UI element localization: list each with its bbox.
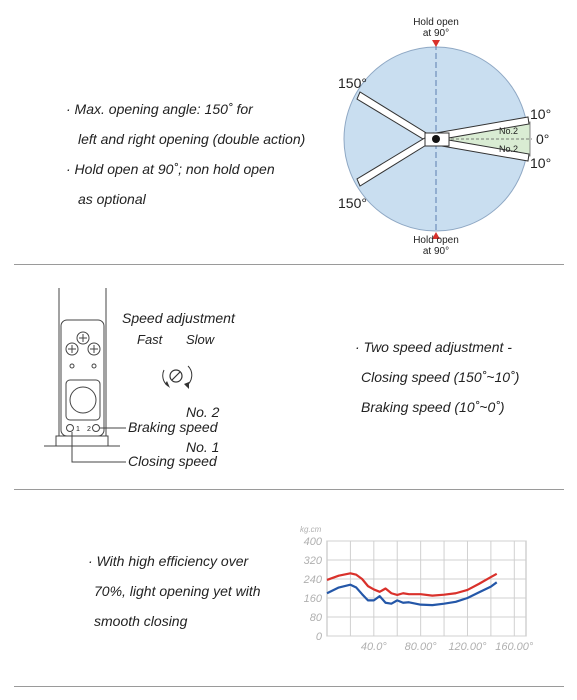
chart-x-tick-label: 160.00°: [495, 641, 534, 653]
rotate-left-arrowhead: [165, 381, 170, 388]
section-divider-1: [14, 264, 564, 265]
section-efficiency: [0, 491, 577, 700]
bullet-efficiency-line1: · With high efficiency over: [88, 553, 249, 569]
speed-adjustment-text: [355, 332, 519, 422]
opening-angle-diagram: [0, 0, 577, 262]
valve-1-icon: [67, 425, 74, 432]
valve-2-label: 2: [87, 426, 91, 433]
braking-speed-label: Braking speed: [128, 419, 218, 435]
slow-label: Slow: [186, 332, 215, 347]
hold-open-top-marker-icon: [432, 40, 440, 47]
no2-top-label: No.2: [499, 126, 519, 136]
bullet-hold-open-line1: · Hold open at 90˚; non hold open: [66, 161, 275, 177]
fast-label: Fast: [137, 332, 163, 347]
valve-1-label: 1: [76, 426, 80, 433]
angle-150-top-label: 150°: [338, 75, 367, 91]
no2-label: No. 2: [186, 404, 220, 420]
section-speed-adjustment: [0, 266, 577, 488]
chart-y-tick-label: 400: [303, 536, 322, 548]
chart-x-tick-label: 40.0°: [360, 641, 387, 653]
base-plate: [56, 436, 108, 446]
angle-150-bottom-label: 150°: [338, 195, 367, 211]
dot-right-icon: [92, 364, 96, 368]
chart-y-tick-label: 160: [303, 593, 322, 605]
section-divider-2: [14, 489, 564, 490]
dot-left-icon: [70, 364, 74, 368]
speed-adjustment-label: Speed adjustment: [122, 310, 235, 326]
angle-10-top-label: 10°: [530, 106, 552, 122]
chart-y-tick-label: 240: [303, 574, 322, 586]
chart-x-tick-label: 120.00°: [448, 641, 487, 653]
valve-2-icon: [93, 425, 100, 432]
chart-y-tick-label: 320: [303, 555, 322, 567]
section-divider-3: [14, 686, 564, 687]
bullet-max-angle-line2: left and right opening (double action): [78, 131, 306, 147]
bullet-hold-open-line2: as optional: [78, 191, 146, 207]
bullet-max-angle-line1: · Max. opening angle: 150˚ for: [66, 101, 253, 117]
chart-y-axis-label: kg.cm: [300, 525, 322, 534]
bullet-efficiency-line3: smooth closing: [94, 613, 188, 629]
hold-open-bottom-label-1: Hold open: [413, 235, 459, 246]
bullet-braking-speed: Braking speed (10˚~0˚): [361, 399, 505, 415]
angle-10-bottom-label: 10°: [530, 155, 552, 171]
bullet-two-speed: · Two speed adjustment -: [355, 339, 512, 355]
hold-open-top-label-2: at 90°: [422, 28, 450, 39]
hold-open-top-label-1: Hold open: [413, 17, 459, 28]
pivot-icon: [432, 135, 440, 143]
hold-open-bottom-label-2: at 90°: [422, 246, 450, 257]
chart-y-tick-label: 80: [309, 612, 322, 624]
chart-y-tick-label: 0: [315, 631, 322, 643]
bullet-closing-speed: Closing speed (150˚~10˚): [361, 369, 520, 385]
no1-label: No. 1: [186, 439, 220, 455]
section-opening-angle: [0, 0, 577, 262]
chart-x-tick-label: 80.00°: [404, 641, 437, 653]
rotate-right-arrowhead: [184, 382, 189, 389]
efficiency-chart: [0, 491, 577, 700]
angle-0-label: 0°: [536, 131, 550, 147]
spindle-icon: [70, 387, 96, 413]
closing-speed-label: Closing speed: [128, 453, 217, 469]
no2-bottom-label: No.2: [499, 144, 519, 154]
bullet-efficiency-line2: 70%, light opening yet with: [94, 583, 261, 599]
